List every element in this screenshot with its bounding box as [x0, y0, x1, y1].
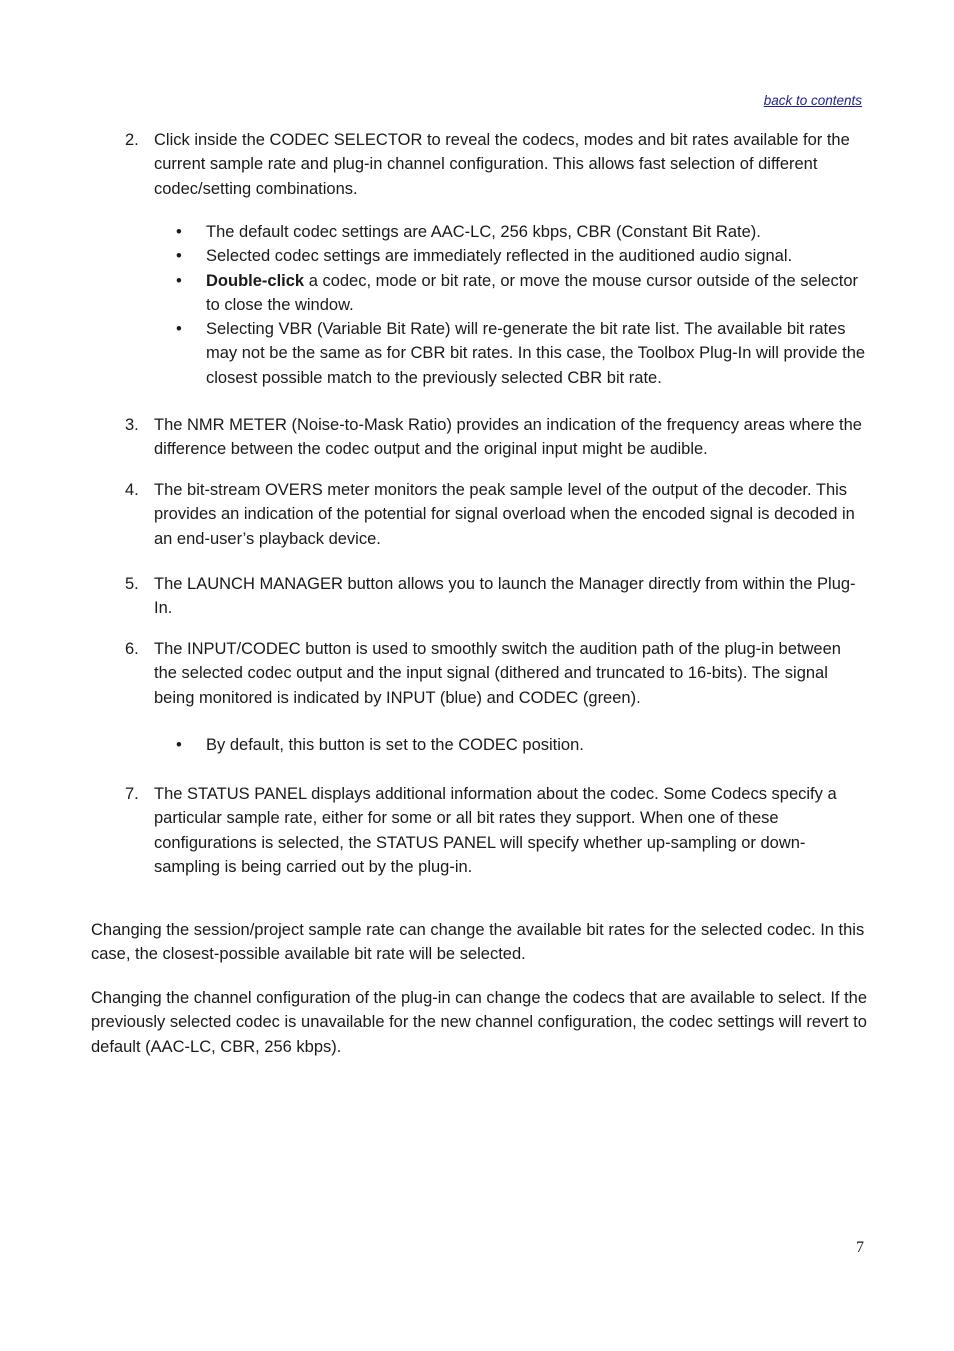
bullet-marker: •: [176, 247, 182, 266]
bullet-text: By default, this button is set to the CODEC position.: [206, 736, 584, 754]
bullet-marker: •: [176, 271, 182, 290]
list-item-text: The STATUS PANEL displays additional information about the codec. Some Codecs specify a particular sample rate, either for some or all bit rates they support. When one of these configurations is selected, the STATUS PANEL will specify whether up-sampling or down-sampling is being carried out by the plug-in.: [154, 785, 837, 876]
list-item-text: The LAUNCH MANAGER button allows you to launch the Manager directly from within the Plug-In.: [154, 575, 856, 618]
list-number: 7.: [125, 785, 139, 803]
paragraph-sample-rate: Changing the session/project sample rate can change the available bit rates for the selected codec. In this case, the closest-possible available bit rate will be selected.: [91, 921, 865, 964]
bullet-list-codec-selector: [176, 220, 871, 390]
list-item-6: [125, 637, 866, 710]
bullet-text: Selected codec settings are immediately reflected in the auditioned audio signal.: [206, 247, 793, 266]
list-item-5: [125, 572, 866, 621]
list-item-7: [125, 782, 866, 879]
list-number: 6.: [125, 640, 139, 658]
list-item-4: [125, 478, 866, 551]
list-item-text: The bit-stream OVERS meter monitors the peak sample level of the output of the decoder. This provides an indication of the potential for signal overload when the encoded signal is decoded in an end-user’s playback device.: [154, 481, 855, 548]
list-number: 4.: [125, 481, 139, 499]
list-item-2: [125, 128, 866, 201]
bullet-marker: •: [176, 320, 182, 339]
bullet-text: The default codec settings are AAC-LC, 256 kbps, CBR (Constant Bit Rate).: [206, 223, 761, 241]
bullet-list-input-codec: [176, 733, 871, 757]
bullet-item: [176, 317, 871, 390]
page-number: 7: [856, 1239, 864, 1256]
bullet-text: a codec, mode or bit rate, or move the mouse cursor outside of the selector to close the window.: [206, 271, 859, 314]
bullet-item: [176, 269, 871, 318]
list-number: 3.: [125, 416, 139, 434]
bullet-bold-text: Double-click: [206, 271, 305, 290]
bullet-item: [176, 733, 871, 757]
bullet-item: [176, 244, 871, 268]
back-to-contents-link[interactable]: back to contents: [763, 93, 862, 108]
list-item-3: [125, 413, 866, 462]
bullet-marker: •: [176, 223, 182, 241]
list-item-text: The NMR METER (Noise-to-Mask Ratio) provides an indication of the frequency areas where the difference between the codec output and the original input might be audible.: [154, 416, 862, 459]
list-item-text: Click inside the CODEC SELECTOR to reveal the codecs, modes and bit rates available for the current sample rate and plug-in channel configuration. This allows fast selection of different codec/setting combinations.: [154, 131, 850, 198]
list-item-text: The INPUT/CODEC button is used to smoothly switch the audition path of the plug-in between the selected codec output and the input signal (dithered and truncated to 16-bits). The signal being monitored is indicated by INPUT (blue) and CODEC (green).: [154, 640, 841, 707]
list-number: 2.: [125, 131, 139, 149]
paragraph-channel-config: Changing the channel configuration of the plug-in can change the codecs that are available to select. If the previously selected codec is unavailable for the new channel configuration, the codec settings will revert to default (AAC-LC, CBR, 256 kbps).: [91, 989, 868, 1056]
bullet-marker: •: [176, 736, 182, 754]
list-number: 5.: [125, 575, 139, 593]
bullet-text: Selecting VBR (Variable Bit Rate) will re-generate the bit rate list. The available bit rates may not be the same as for CBR bit rates. In this case, the Toolbox Plug-In will provide the closest possible match to the previously selected CBR bit rate.: [206, 320, 866, 387]
bullet-item: [176, 220, 871, 244]
